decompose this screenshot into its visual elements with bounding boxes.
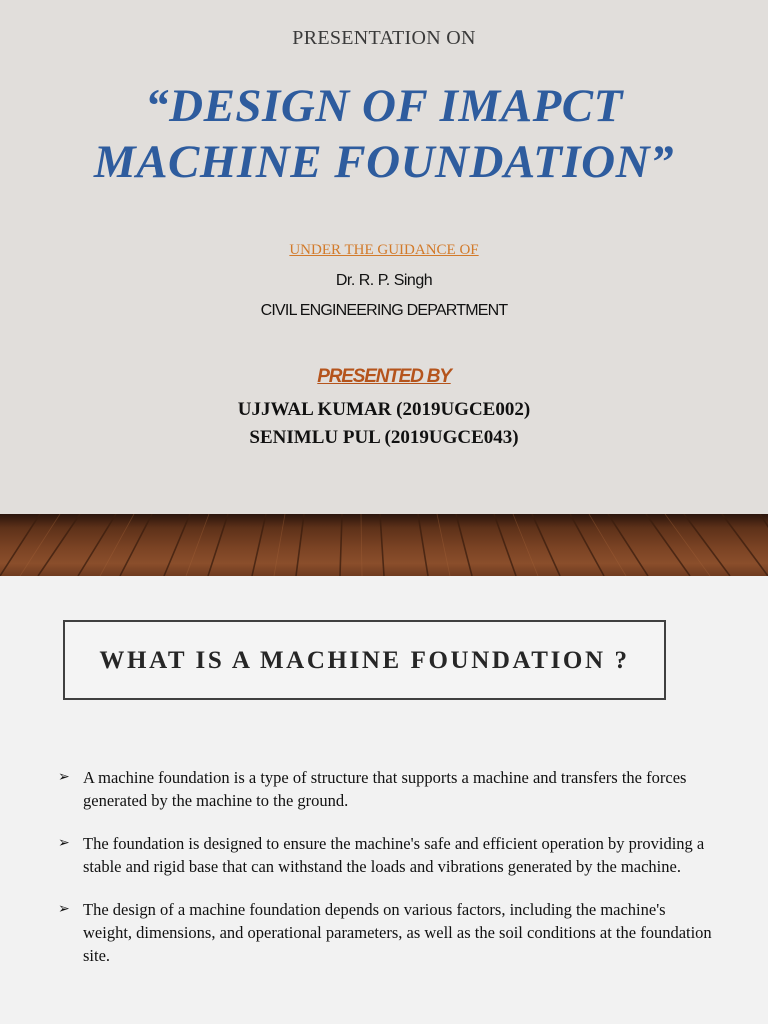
bullet-item xyxy=(58,832,718,878)
content-slide xyxy=(0,576,768,1024)
bullet-list xyxy=(58,766,718,987)
wood-floor-planks xyxy=(0,514,768,576)
slide-heading: WHAT IS A MACHINE FOUNDATION ? xyxy=(99,647,630,674)
presenter-1: UJJWAL KUMAR (2019UGCE002) xyxy=(237,399,531,420)
bullet-item xyxy=(58,766,718,812)
presentation-title xyxy=(0,78,768,190)
arrowhead-bullet-icon: ➢ xyxy=(58,901,70,917)
bullet-text: The foundation is designed to ensure the machine's safe and efficient operation by providing a stable and rigid base that can withstand the loads and vibrations generated by the machine. xyxy=(83,834,705,876)
presenter-2: SENIMLU PUL (2019UGCE043) xyxy=(249,427,519,448)
bullet-text: The design of a machine foundation depends on various factors, including the machine's weight, dimensions, and operational parameters, as well as the soil conditions at the foundation site. xyxy=(83,900,712,965)
guidance-label: UNDER THE GUIDANCE OF xyxy=(289,242,479,258)
title-line-2: MACHINE FOUNDATION” xyxy=(93,136,675,188)
presented-by-label: PRESENTED BY xyxy=(317,366,451,387)
heading-box xyxy=(63,620,666,700)
department-name: CIVIL ENGINEERING DEPARTMENT xyxy=(260,302,508,319)
presentation-on-label: PRESENTATION ON xyxy=(292,27,476,49)
wood-floor-image xyxy=(0,514,768,576)
arrowhead-bullet-icon: ➢ xyxy=(58,769,70,785)
title-line-1: “DESIGN OF IMAPCT xyxy=(145,80,623,132)
bullet-text: A machine foundation is a type of structure that supports a machine and transfers the forces generated by the machine to the ground. xyxy=(83,768,687,810)
bullet-item xyxy=(58,898,718,967)
guide-name: Dr. R. P. Singh xyxy=(335,272,433,289)
arrowhead-bullet-icon: ➢ xyxy=(58,835,70,851)
